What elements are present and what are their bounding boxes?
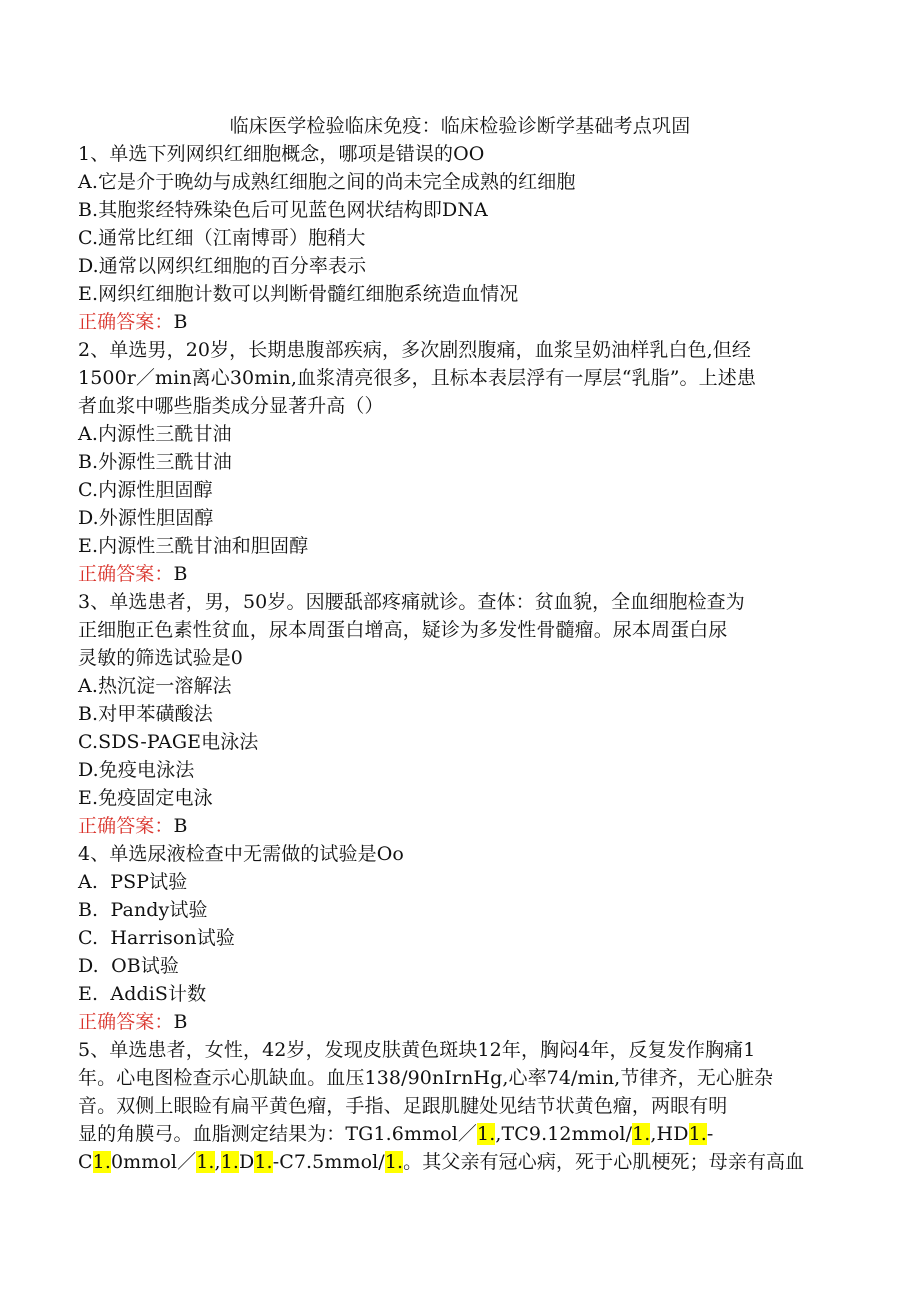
q1-option-b: B.其胞浆经特殊染色后可见蓝色网状结构即DNA — [78, 199, 488, 221]
document-title: 临床医学检验临床免疫：临床检验诊断学基础考点巩固 — [229, 115, 691, 137]
q3-stem-line-3: 灵敏的筛选试验是0 — [78, 647, 243, 669]
highlighted-text: 1. — [384, 1151, 404, 1173]
q2-stem-line-3: 者血浆中哪些脂类成分显著升高（） — [78, 395, 384, 417]
q1-answer — [78, 308, 838, 336]
answer-value: B — [173, 563, 188, 585]
q4-answer — [78, 1008, 838, 1036]
q2-stem-line-1: 2、单选男，20岁，长期患腹部疾病，多次剧烈腹痛，血浆呈奶油样乳白色,但经 — [78, 339, 752, 361]
text-segment: 。其父亲有冠心病，死于心肌梗死；母亲有高血 — [403, 1151, 805, 1173]
q2-option-b: B.外源性三酰甘油 — [78, 451, 232, 473]
q3-option-b: B.对甲苯磺酸法 — [78, 703, 213, 725]
text-segment: ,HD — [650, 1123, 689, 1145]
text-segment: , — [214, 1151, 221, 1173]
q3-option-e: E.免疫固定电泳 — [78, 787, 213, 809]
q3-option-a: A.热沉淀一溶解法 — [78, 675, 232, 697]
text-segment: C — [78, 1151, 93, 1173]
highlighted-text: 1. — [632, 1123, 651, 1145]
answer-value: B — [173, 815, 188, 837]
text-segment: -C7.5mmol/ — [272, 1151, 385, 1173]
q2-stem-line-2: 1500r／min离心30min,血浆清亮很多，且标本表层浮有一厚层“乳脂”。上述患 — [78, 367, 756, 389]
q1-option-a: A.它是介于晚幼与成熟红细胞之间的尚未完全成熟的红细胞 — [78, 171, 576, 193]
q1-option-d: D.通常以网织红细胞的百分率表示 — [78, 255, 367, 277]
q3-answer — [78, 812, 838, 840]
highlighted-text: 1. — [220, 1151, 240, 1173]
highlighted-text: 1. — [477, 1123, 496, 1145]
q1-option-c: C.通常比红细（江南博哥）胞稍大 — [78, 227, 366, 249]
q2-option-e: E.内源性三酰甘油和胆固醇 — [78, 535, 309, 557]
q4-option-a: A. PSP试验 — [78, 871, 188, 893]
text-segment: 显的角膜弓。血脂测定结果为：TG1.6mmol／ — [78, 1123, 478, 1145]
q1-stem: 1、单选下列网织红细胞概念，哪项是错误的OO — [78, 143, 485, 165]
q4-stem: 4、单选尿液检查中无需做的试验是Oo — [78, 843, 404, 865]
q4-option-c: C. Harrison试验 — [78, 927, 235, 949]
q5-stem-line-1: 5、单选患者，女性，42岁，发现皮肤黄色斑块12年，胸闷4年，反复发作胸痛1 — [78, 1039, 756, 1061]
text-segment: - — [706, 1123, 714, 1145]
text-segment: 0mmol／ — [110, 1151, 197, 1173]
highlighted-text: 1. — [688, 1123, 707, 1145]
answer-label: 正确答案： — [78, 563, 174, 585]
text-segment: ,TC9.12mmol/ — [495, 1123, 633, 1145]
q3-option-d: D.免疫电泳法 — [78, 759, 195, 781]
answer-value: B — [173, 1011, 188, 1033]
q4-option-b: B. Pandy试验 — [78, 899, 208, 921]
highlighted-text: 1. — [196, 1151, 215, 1173]
q5-stem-line-3: 音。双侧上眼睑有扁平黄色瘤，手指、足跟肌腱处见结节状黄色瘤，两眼有明 — [78, 1095, 728, 1117]
q1-option-e: E.网织红细胞计数可以判断骨髓红细胞系统造血情况 — [78, 283, 519, 305]
q5-stem-line-5 — [78, 1148, 838, 1176]
q2-answer — [78, 560, 838, 588]
text-segment: D — [239, 1151, 255, 1173]
answer-label: 正确答案： — [78, 311, 174, 333]
q2-option-d: D.外源性胆固醇 — [78, 507, 214, 529]
q4-option-e: E. AddiS计数 — [78, 983, 207, 1005]
answer-value: B — [173, 311, 188, 333]
answer-label: 正确答案： — [78, 815, 174, 837]
q2-option-a: A.内源性三酰甘油 — [78, 423, 232, 445]
highlighted-text: 1. — [92, 1151, 111, 1173]
highlighted-text: 1. — [254, 1151, 273, 1173]
answer-label: 正确答案： — [78, 1011, 174, 1033]
q4-option-d: D. OB试验 — [78, 955, 180, 977]
q3-stem-line-1: 3、单选患者，男，50岁。因腰舐部疼痛就诊。查体：贫血貌，全血细胞检查为 — [78, 591, 745, 613]
q5-stem-line-4 — [78, 1120, 838, 1148]
q3-option-c: C.SDS-PAGE电泳法 — [78, 731, 259, 753]
q5-stem-line-2: 年。心电图检查示心肌缺血。血压138/90nIrnHg,心率74/min,节律齐，无心脏杂 — [78, 1067, 774, 1089]
q2-option-c: C.内源性胆固醇 — [78, 479, 213, 501]
question-list — [78, 140, 838, 1176]
q3-stem-line-2: 正细胞正色素性贫血，尿本周蛋白增高，疑诊为多发性骨髓瘤。尿本周蛋白尿 — [78, 619, 728, 641]
